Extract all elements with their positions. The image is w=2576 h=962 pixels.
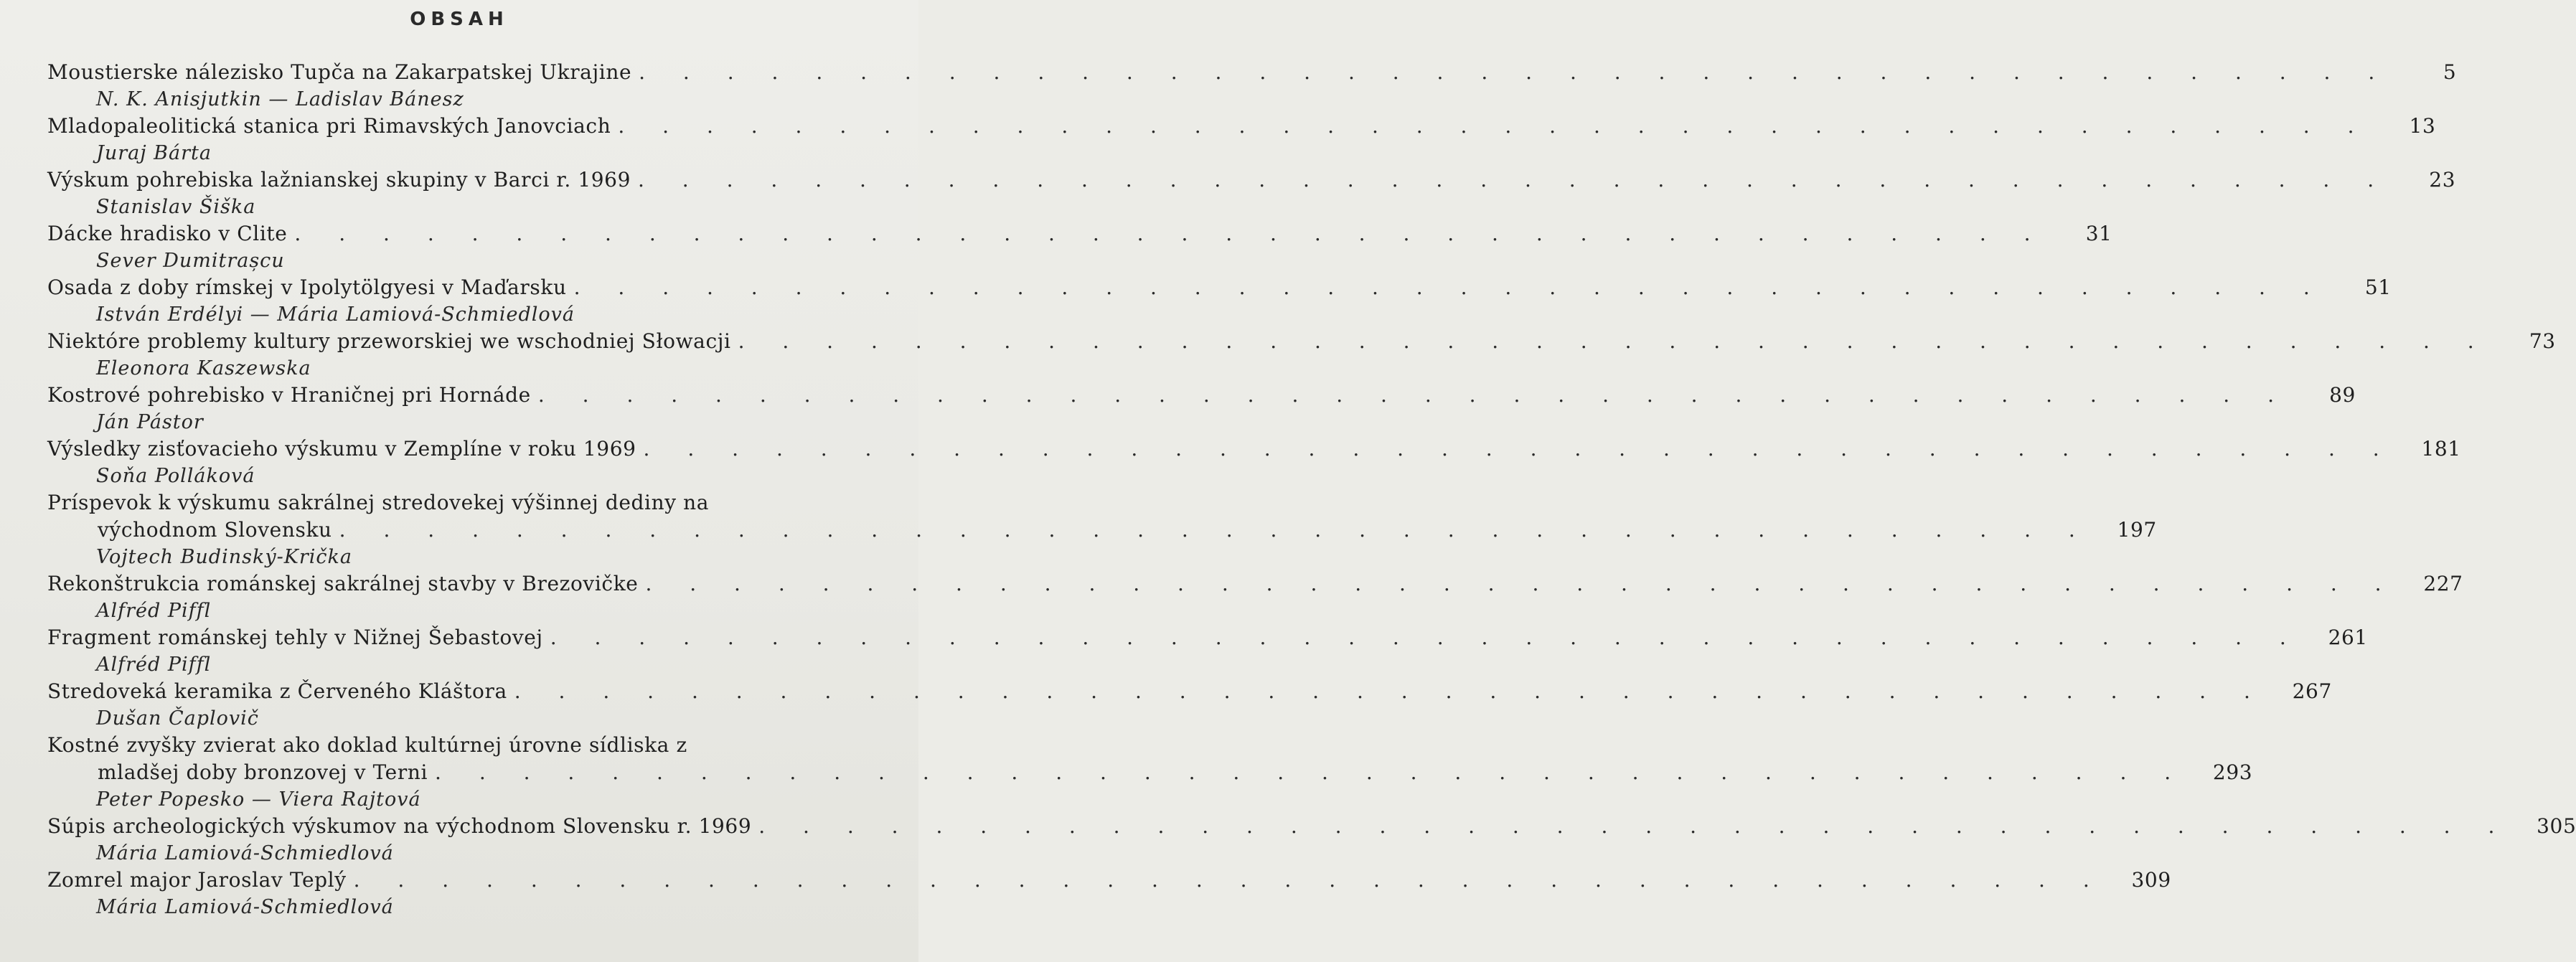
toc-entry: [47, 867, 2171, 920]
toc-title-line: [47, 220, 2112, 247]
toc-title-line: [47, 867, 2171, 894]
toc-entry: [47, 678, 2332, 732]
toc-title: Niektóre problemy kultury przeworskiej we wschodniej Słowacji: [47, 329, 731, 353]
page-number: 73: [2529, 329, 2556, 353]
toc-title: Výskum pohrebiska lažnianskej skupiny v Barci r. 1969: [47, 168, 631, 192]
leader-dots: . . . . . . . . . . . . . . . . . . . . . . . . . . . . . . . . . . . . . . . .: [435, 760, 2187, 784]
page-heading: OBSAH: [410, 9, 509, 30]
page-number: 267: [2292, 679, 2332, 703]
toc-author: Dušan Čaplovič: [96, 707, 259, 730]
toc-title-line: [47, 732, 880, 759]
page-number: 89: [2329, 383, 2356, 407]
toc-title: Kostrové pohrebisko v Hraničnej pri Hornáde: [47, 383, 531, 407]
toc-title-line: [47, 382, 2356, 409]
toc-title-line: [47, 678, 2332, 705]
leader-dots: . . . . . . . . . . . . . . . . . . . . . . . . . . . . . . . . . . . . . . . .: [339, 518, 2091, 542]
toc-entry: [47, 382, 2356, 435]
toc-entry: [47, 328, 2556, 382]
toc-title-line: [47, 759, 2253, 786]
page-number: 293: [2212, 760, 2253, 784]
toc-title: Dácke hradisko v Clite: [47, 222, 288, 245]
toc-author: Mária Lamiová-Schmiedlová: [96, 896, 394, 918]
toc-author: Mária Lamiová-Schmiedlová: [96, 842, 394, 864]
page-number: 227: [2423, 572, 2463, 595]
toc-entry: [47, 166, 2456, 220]
toc-entry: [47, 59, 2457, 113]
toc-author: Ján Pástor: [96, 411, 204, 433]
toc-entry: [47, 732, 2253, 813]
toc-title: Príspevok k výskumu sakrálnej stredovekej výšinnej dediny na: [47, 491, 710, 514]
toc-title-line: [47, 274, 2392, 301]
toc-entry: [47, 624, 2368, 678]
page-number: 197: [2117, 518, 2157, 542]
toc-author: Sever Dumitrașcu: [96, 250, 285, 272]
toc-title-line: [47, 570, 2463, 598]
toc-author: Eleonora Kaszewska: [96, 357, 311, 379]
toc-title-line: [47, 113, 2436, 140]
toc-entry: [47, 489, 2157, 570]
toc-entry: [47, 113, 2436, 166]
leader-dots: . . . . . . . . . . . . . . . . . . . . . . . . . . . . . . . . . . . . . . . .: [573, 275, 2326, 299]
toc-title: Fragment románskej tehly v Nižnej Šebastovej: [47, 626, 543, 649]
leader-dots: . . . . . . . . . . . . . . . . . . . . . . . . . . . . . . . . . . . . . . . .: [550, 626, 2302, 649]
page-number: 13: [2409, 114, 2436, 138]
toc-entry: [47, 813, 2576, 867]
toc-title: mladšej doby bronzovej v Terni: [98, 760, 428, 784]
toc-author: Stanislav Šiška: [96, 196, 256, 218]
toc-title: Kostné zvyšky zvierat ako doklad kultúrnej úrovne sídliska z: [47, 733, 687, 757]
toc-title-line: [47, 166, 2456, 194]
leader-dots: . . . . . . . . . . . . . . . . . . . . . . . . . . . . . . . . . . . . . . . .: [645, 572, 2397, 595]
toc-author: Vojtech Budinský-Krička: [96, 546, 352, 568]
toc-title: východnom Slovensku: [98, 518, 332, 542]
toc-title: Súpis archeologických výskumov na východnom Slovensku r. 1969: [47, 814, 752, 838]
toc-author: Juraj Bárta: [96, 142, 212, 164]
toc-author: Alfréd Piffl: [96, 600, 212, 622]
page-number: 305: [2537, 814, 2576, 838]
page-number: 23: [2429, 168, 2456, 192]
leader-dots: . . . . . . . . . . . . . . . . . . . . . . . . . . . . . . . . . . . . . . . .: [639, 60, 2391, 84]
leader-dots: . . . . . . . . . . . . . . . . . . . . . . . . . . . . . . . . . . . . . . . .: [643, 437, 2395, 461]
toc-title: Stredoveká keramika z Červeného Kláštora: [47, 679, 507, 703]
toc-entry: [47, 274, 2392, 328]
toc-title: Rekonštrukcia románskej sakrálnej stavby v Brezovičke: [47, 572, 639, 595]
leader-dots: . . . . . . . . . . . . . . . . . . . . . . . . . . . . . . . . . . . . . . . .: [537, 383, 2290, 407]
leader-dots: . . . . . . . . . . . . . . . . . . . . . . . . . . . . . . . . . . . . . . . .: [294, 222, 2046, 245]
leader-dots: . . . . . . . . . . . . . . . . . . . . . . . . . . . . . . . . . . . . . . . .: [637, 168, 2390, 192]
page-number: 309: [2131, 868, 2171, 892]
toc-entry: [47, 570, 2463, 624]
toc-author: Soňa Polláková: [96, 465, 255, 487]
toc-title-line: [47, 624, 2368, 651]
toc-title-line: [47, 328, 2556, 355]
page-number: 51: [2364, 275, 2392, 299]
leader-dots: . . . . . . . . . . . . . . . . . . . . . . . . . . . . . . . . . . . . . . . .: [353, 868, 2105, 892]
toc-title-line: [47, 489, 880, 517]
toc-title-line: [47, 813, 2576, 840]
toc-title: Moustierske nálezisko Tupča na Zakarpatskej Ukrajine: [47, 60, 632, 84]
toc-author: N. K. Anisjutkin — Ladislav Bánesz: [96, 88, 464, 110]
leader-dots: . . . . . . . . . . . . . . . . . . . . . . . . . . . . . . . . . . . . . . . .: [618, 114, 2370, 138]
toc-title: Osada z doby rímskej v Ipolytölgyesi v Maďarsku: [47, 275, 567, 299]
leader-dots: . . . . . . . . . . . . . . . . . . . . . . . . . . . . . . . . . . . . . . . .: [514, 679, 2266, 703]
toc-entry: [47, 435, 2461, 489]
toc-author: Alfréd Piffl: [96, 654, 212, 676]
page-number: 31: [2085, 222, 2112, 245]
toc-title: Zomrel major Jaroslav Teplý: [47, 868, 347, 892]
toc-title: Výsledky zisťovacieho výskumu v Zemplíne v roku 1969: [47, 437, 636, 461]
toc-title-line: [47, 435, 2461, 463]
toc-entry: [47, 220, 2112, 274]
toc-title-line: [47, 59, 2457, 86]
leader-dots: . . . . . . . . . . . . . . . . . . . . . . . . . . . . . . . . . . . . . . . .: [738, 329, 2490, 353]
toc-author: Peter Popesko — Viera Rajtová: [96, 788, 421, 811]
leader-dots: . . . . . . . . . . . . . . . . . . . . . . . . . . . . . . . . . . . . . . . .: [758, 814, 2511, 838]
toc-title: Mladopaleolitická stanica pri Rimavských Janovciach: [47, 114, 611, 138]
table-of-contents: [47, 59, 2576, 920]
page-number: 181: [2421, 437, 2461, 461]
page-number: 261: [2328, 626, 2368, 649]
toc-title-line: [47, 517, 2157, 544]
page-number: 5: [2443, 60, 2457, 84]
toc-author: István Erdélyi — Mária Lamiová-Schmiedlová: [96, 303, 575, 326]
